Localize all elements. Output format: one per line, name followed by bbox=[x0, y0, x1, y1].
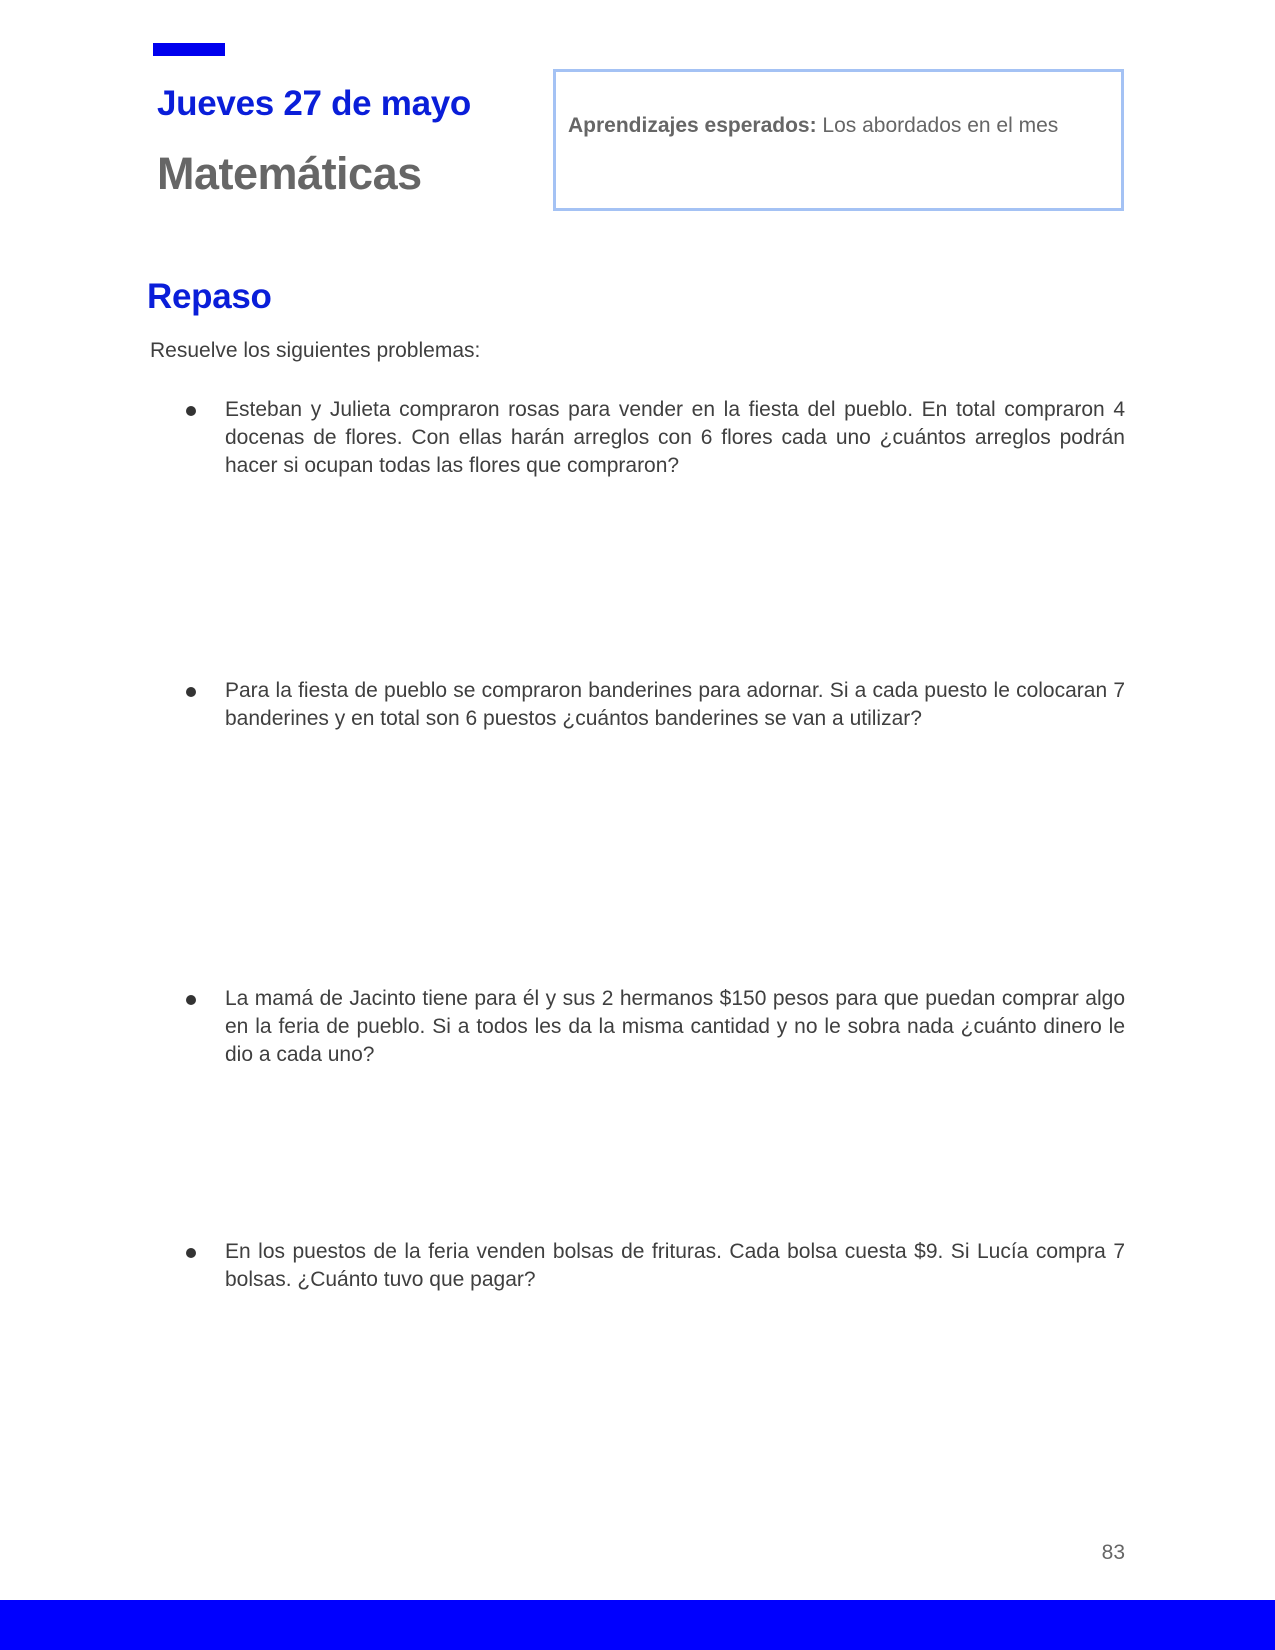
bullet-icon bbox=[186, 687, 196, 697]
objectives-text bbox=[568, 114, 1058, 138]
bullet-icon bbox=[186, 406, 196, 416]
problem-text-1: Esteban y Julieta compraron rosas para vender en la fiesta del pueblo. En total compraron 4 docenas de flores. Con ellas harán arreglos con 6 flores cada uno ¿cuántos arreglos podrán hacer si ocupan todas las flores que compraron? bbox=[225, 398, 1125, 477]
header-accent-bar bbox=[153, 43, 225, 56]
date-heading: Jueves 27 de mayo bbox=[157, 84, 471, 123]
section-title: Repaso bbox=[147, 277, 272, 316]
bullet-icon bbox=[186, 1248, 196, 1258]
instructions-text: Resuelve los siguientes problemas: bbox=[150, 339, 481, 362]
problem-text-3: La mamá de Jacinto tiene para él y sus 2 hermanos $150 pesos para que puedan comprar algo en la feria de pueblo. Si a todos les da la misma cantidad y no le sobra nada ¿cuánto dinero le dio a cada uno? bbox=[225, 987, 1125, 1066]
problem-text-4: En los puestos de la feria venden bolsas de frituras. Cada bolsa cuesta $9. Si Lucía compra 7 bolsas. ¿Cuánto tuvo que pagar? bbox=[225, 1240, 1125, 1291]
footer-bar bbox=[0, 1600, 1275, 1650]
problem-item-1 bbox=[186, 396, 1125, 480]
objectives-box bbox=[553, 69, 1124, 211]
problem-item-2 bbox=[186, 677, 1125, 733]
problem-item-3 bbox=[186, 985, 1125, 1069]
problem-text-2: Para la fiesta de pueblo se compraron banderines para adornar. Si a cada puesto le colocaran 7 banderines y en total son 6 puestos ¿cuántos banderines se van a utilizar? bbox=[225, 679, 1125, 730]
problem-item-4 bbox=[186, 1238, 1125, 1294]
objectives-label: Aprendizajes esperados: bbox=[568, 114, 817, 137]
objectives-value: Los abordados en el mes bbox=[816, 114, 1059, 137]
subject-title: Matemáticas bbox=[157, 148, 422, 199]
bullet-icon bbox=[186, 995, 196, 1005]
page-number: 83 bbox=[1101, 1541, 1125, 1564]
